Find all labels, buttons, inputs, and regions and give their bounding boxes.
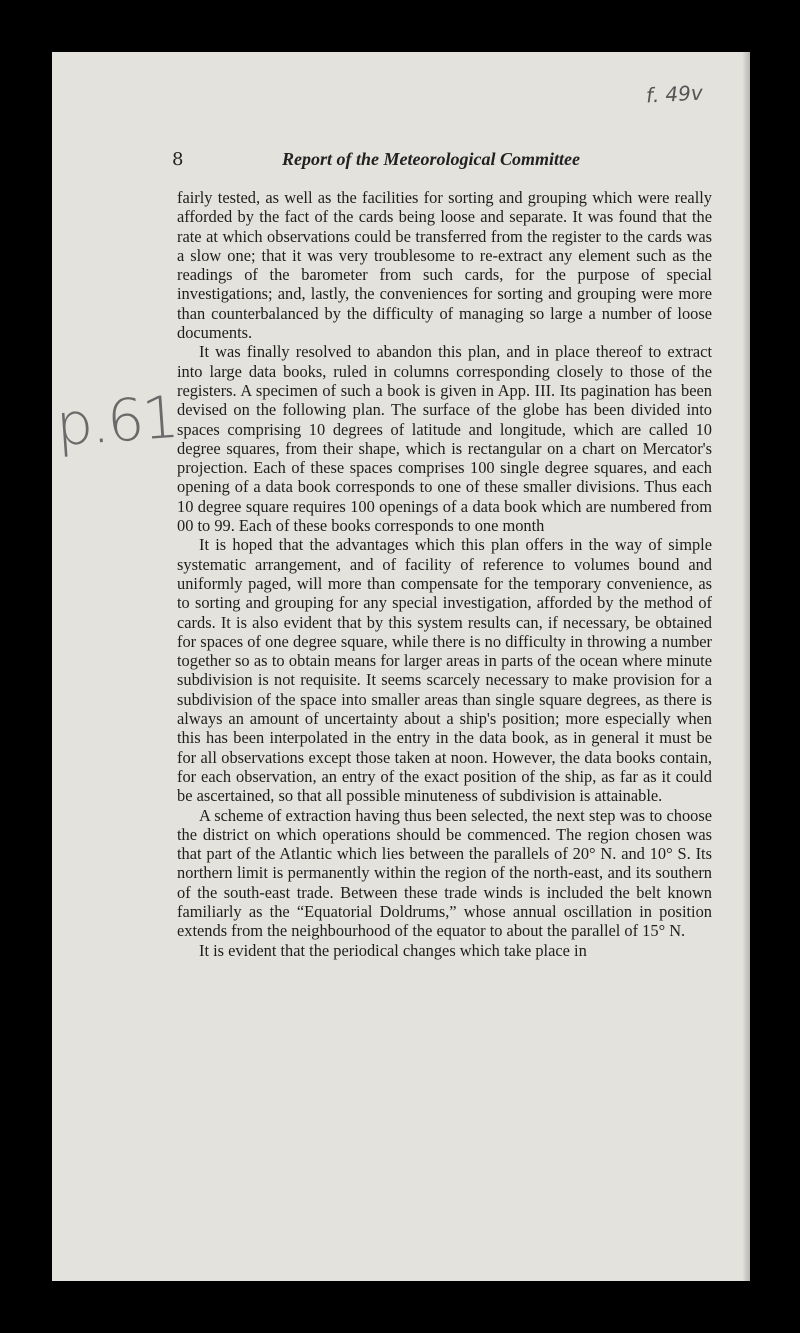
paragraph: It was finally resolved to abandon this plan, and in place thereof to extract into large data books, ruled in columns corresponding closely to those of the registers. A specimen of such a book is given in App. III. Its pagination has been devised on the following plan. The surface of the globe has been divided into spaces comprising 10 degrees of latitude and longitude, which are called 10 degree squares, from their shape, which is rectangular on a chart on Mercator's projection. Each of these spaces comprises 100 single degree squares, and each opening of a data book corresponds to one of these smaller divisions. Thus each 10 degree square requires 100 openings of a data book which are numbered from 00 to 99. Each of these books corresponds to one month <box>177 342 712 536</box>
paragraph: A scheme of extraction having thus been selected, the next step was to choose the district on which operations should be commenced. The region chosen was that part of the Atlantic which lies between the parallels of 20° N. and 10° S. Its northern limit is permanently within the region of the north-east, and its southern of the south-east trade. Between these trade winds is included the belt known familiarly as the “Equatorial Doldrums,” whose annual oscillation in position extends from the neighbourhood of the equator to about the parallel of 15° N. <box>177 805 712 941</box>
paragraph: fairly tested, as well as the facilities for sorting and grouping which were really afforded by the fact of the cards being loose and separate. It was found that the rate at which observations could be transferred from the register to the cards was a slow one; that it was very troublesome to re-extract any element such as the readings of the barometer from such cards, for the purpose of special investigations; and, lastly, the conveniences for sorting and grouping were more than counterbalanced by the difficulty of managing so large a number of loose documents. <box>177 188 712 343</box>
document-page <box>52 52 750 1281</box>
folio-annotation: f. 49v <box>645 80 704 108</box>
margin-annotation: p.61 <box>53 382 180 460</box>
paragraph: It is evident that the periodical changes which take place in <box>199 940 587 960</box>
page-number: 8 <box>172 149 184 170</box>
body-text <box>177 188 712 960</box>
page-header <box>172 149 732 179</box>
paragraph: It is hoped that the advantages which this plan offers in the way of simple systematic arrangement, and of facility of reference to volumes bound and uniformly paged, will more than compensate for the temporary convenience, as to sorting and grouping for any special investigation, afforded by the method of cards. It is also evident that by this system results can, if necessary, be obtained for spaces of one degree square, while there is no difficulty in throwing a number together so as to obtain means for larger areas in parts of the ocean where minute subdivision is not requisite. It seems scarcely necessary to make provision for a subdivision of the space into smaller areas than single square degrees, as there is always an amount of uncertainty about a ship's position; more especially when this has been interpolated in the entry in the data book, as in general it must be for all observations except those taken at noon. However, the data books contain, for each observation, an entry of the exact position of the ship, as far as it could be ascertained, so that all possible minuteness of subdivision is attainable. <box>177 535 712 806</box>
running-title: Report of the Meteorological Committee <box>282 149 580 169</box>
